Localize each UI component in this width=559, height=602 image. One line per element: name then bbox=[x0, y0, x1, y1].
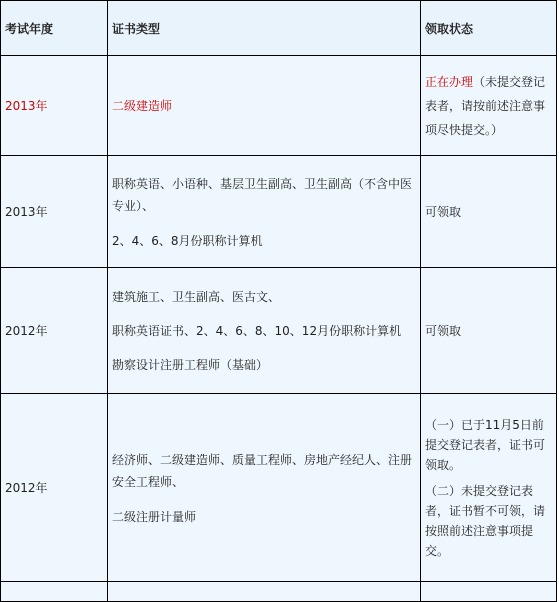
cert-cell bbox=[108, 56, 421, 156]
cert-cell bbox=[108, 582, 421, 602]
header-year: 考试年度 bbox=[1, 1, 108, 56]
year-cell: 2013年 bbox=[1, 56, 108, 156]
cert-line: 二级建造师 bbox=[112, 99, 173, 113]
status-cell: 可领取 bbox=[421, 268, 557, 394]
cert-cell bbox=[108, 156, 421, 268]
header-status: 领取状态 bbox=[421, 1, 557, 56]
cert-line: 二级注册计量师 bbox=[112, 509, 197, 524]
table-row bbox=[1, 56, 557, 156]
year-cell bbox=[1, 582, 108, 602]
table-row bbox=[1, 582, 557, 602]
header-row bbox=[1, 1, 557, 56]
cert-line: 职称英语证书、2、4、6、8、10、12月份职称计算机 bbox=[112, 323, 402, 338]
status-cell: 可领取 bbox=[421, 156, 557, 268]
year-cell: 2013年 bbox=[1, 156, 108, 268]
year-cell: 2012年 bbox=[1, 394, 108, 582]
cert-line: 职称英语、小语种、基层卫生副高、卫生副高（不含中医专业）、 bbox=[112, 176, 413, 213]
cert-line: 勘察设计注册工程师（基础） bbox=[112, 357, 269, 372]
cert-cell bbox=[108, 394, 421, 582]
status-part: （二）未提交登记表者，证书暂不可领，请按照前述注意事项提交。 bbox=[425, 483, 546, 558]
status-cell bbox=[421, 582, 557, 602]
header-cert-type: 证书类型 bbox=[108, 1, 421, 56]
cert-line: 建筑施工、卫生副高、医古文、 bbox=[112, 289, 281, 304]
status-note: （未提交登记表者，请按前述注意事项尽快提交。） bbox=[425, 74, 546, 137]
status-part: （一）已于11月5日前提交登记表者，证书可领取。 bbox=[425, 417, 546, 472]
year-cell: 2012年 bbox=[1, 268, 108, 394]
cert-line: 2、4、6、8月份职称计算机 bbox=[112, 233, 263, 248]
cert-cell bbox=[108, 268, 421, 394]
table-row bbox=[1, 268, 557, 394]
status-highlight: 正在办理 bbox=[425, 74, 474, 89]
table-row bbox=[1, 394, 557, 582]
table-row bbox=[1, 156, 557, 268]
cert-line: 经济师、二级建造师、质量工程师、房地产经纪人、注册安全工程师、 bbox=[112, 452, 413, 489]
status-cell bbox=[421, 56, 557, 156]
status-cell bbox=[421, 394, 557, 582]
